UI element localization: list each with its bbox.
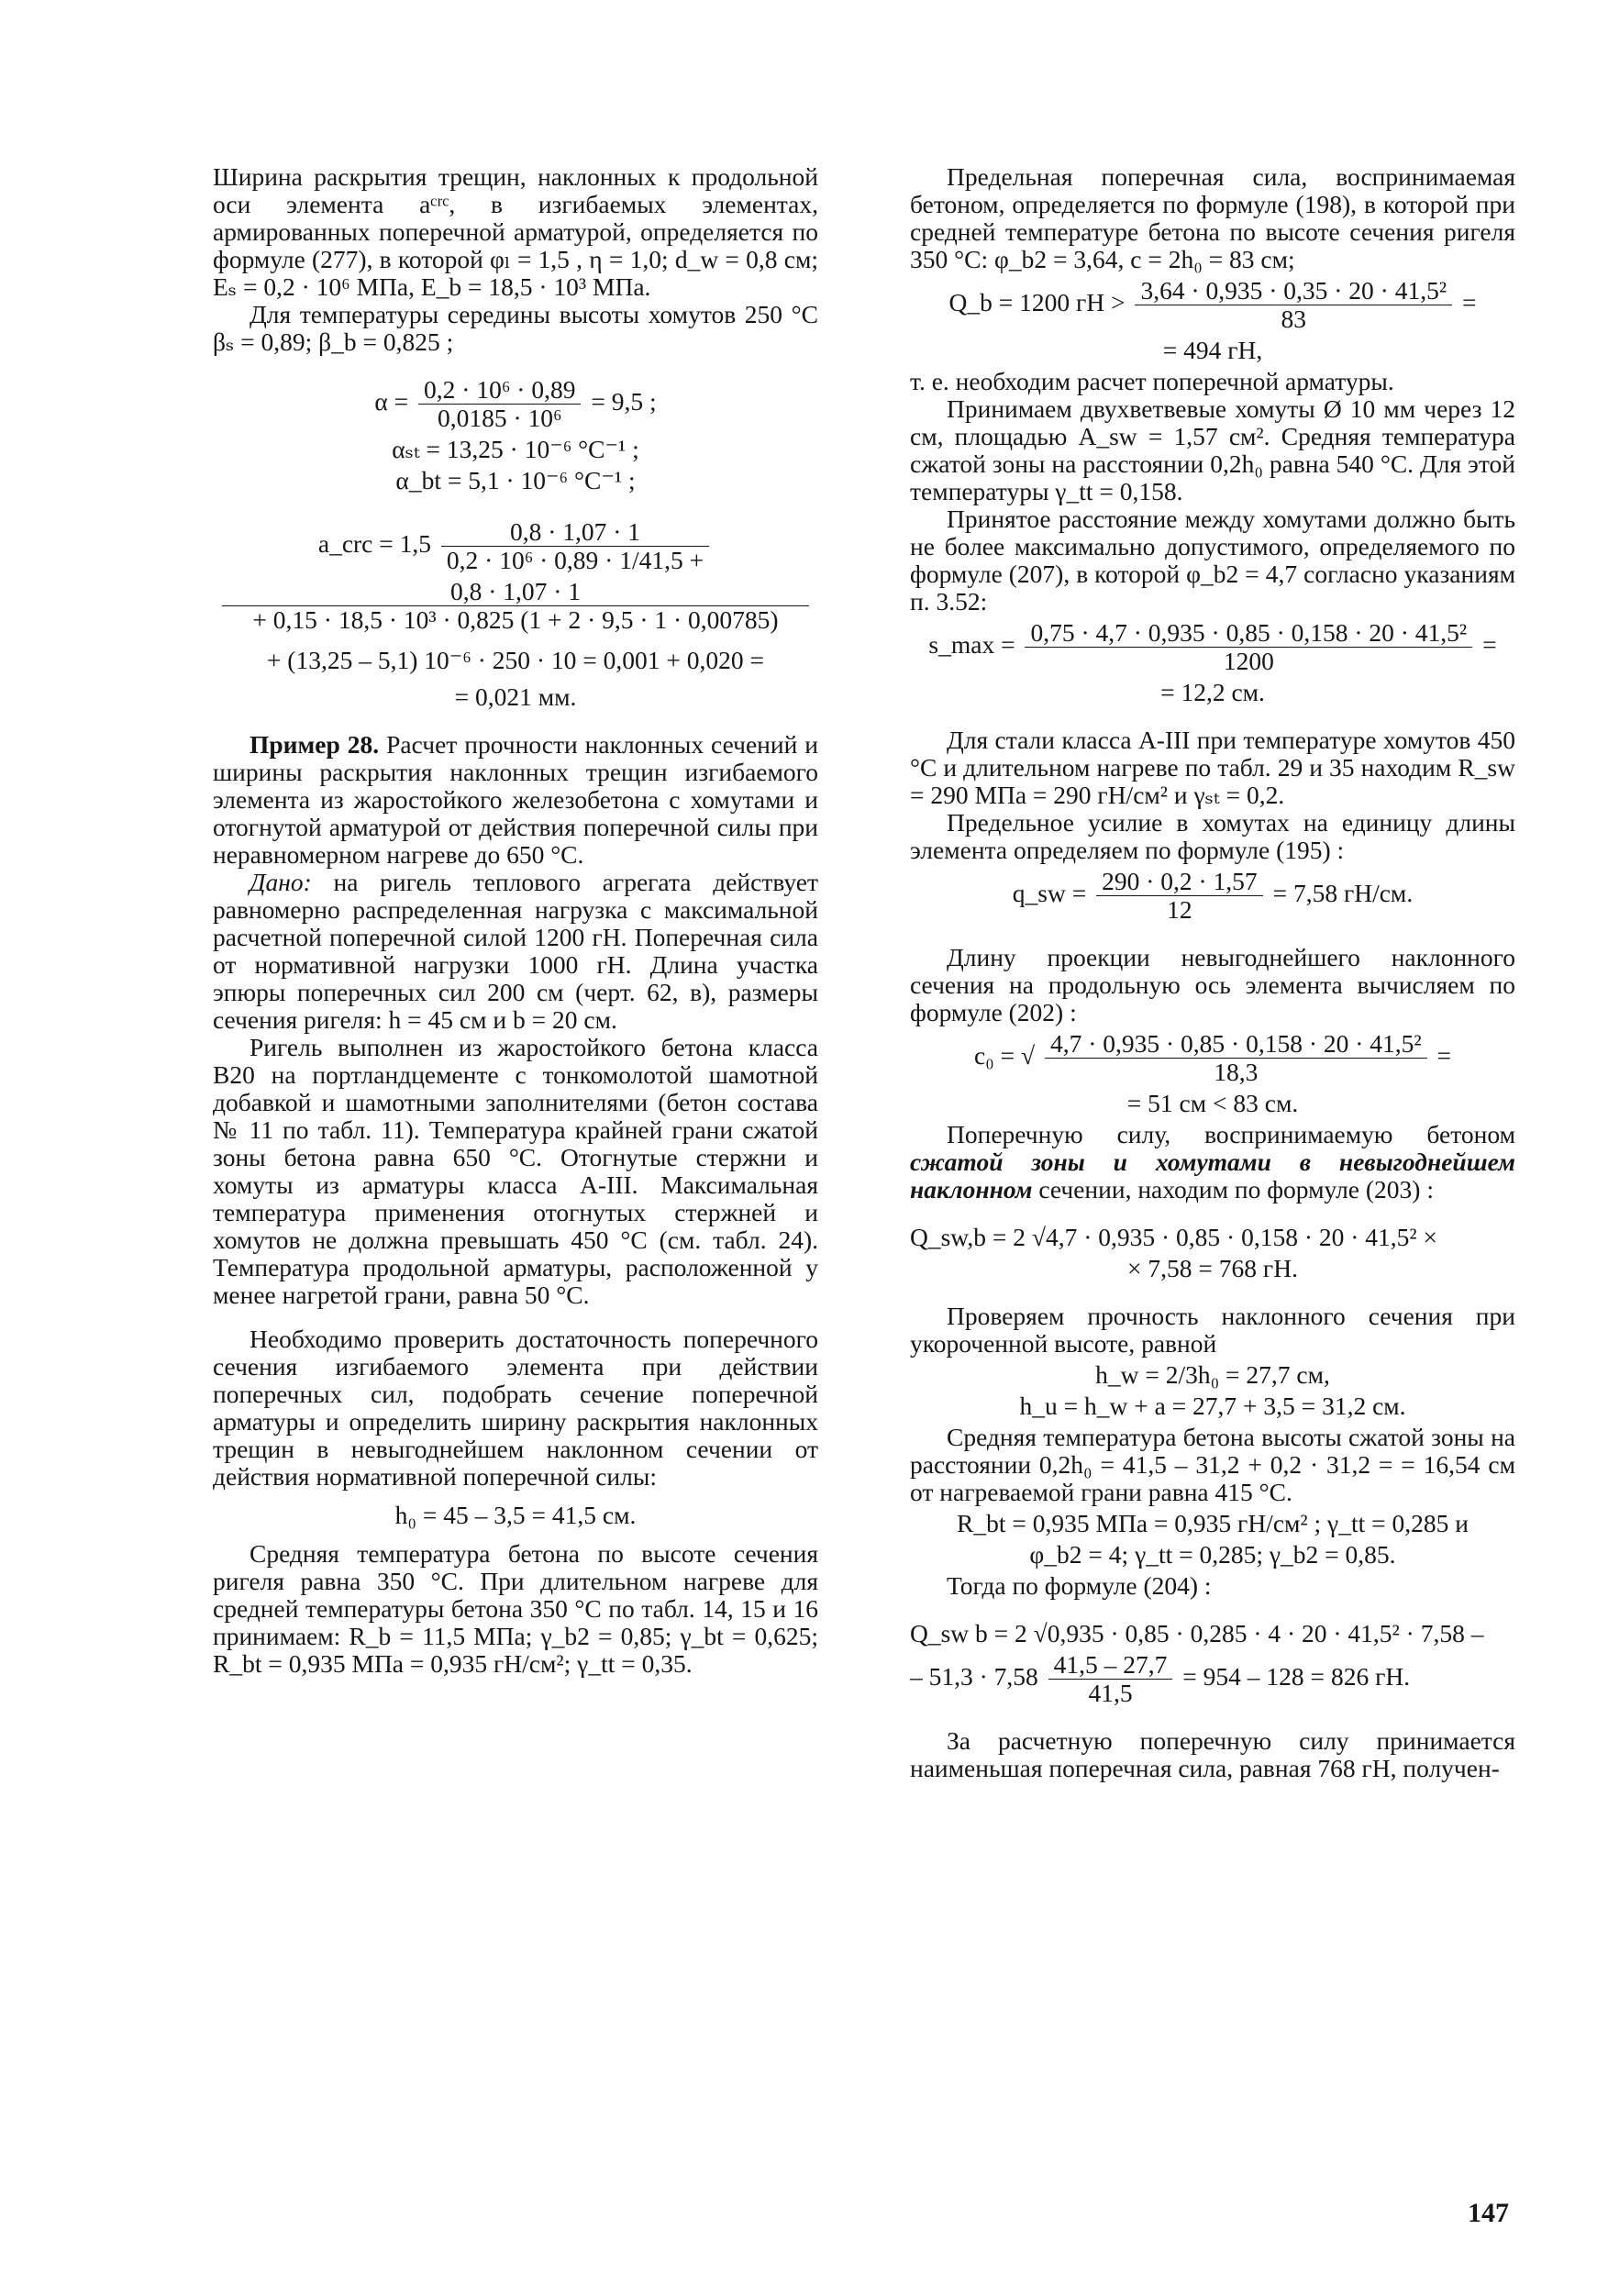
- fraction-denominator: 41,5: [1088, 1679, 1133, 1707]
- given-text: на ригель теплового агрегата действует равномерно распределенная нагрузка с максимальной расчетной поперечной силой 1200 гН. Поперечная сила от нормативной нагрузки 1000 гН. Длина участка эпюры поперечных сил 200 см (черт. 62, в), размеры сечения ригеля: h = 45 см и b = 20 см.: [213, 868, 818, 1034]
- fraction: [418, 376, 581, 432]
- equation-rhs: =: [1482, 629, 1497, 659]
- equation-qsw: [910, 868, 1515, 924]
- fraction-denominator: + 0,15 · 18,5 · 10³ · 0,825 (1 + 2 · 9,5 · 1 · 0,00785): [252, 605, 779, 634]
- equation-smax: [910, 619, 1515, 675]
- paragraph: Для стали класса А-III при температуре хомутов 450 °C и длительном нагреве по табл. 29 и 35 находим R_sw = 290 МПа = 290 гН/см² и γₛₜ = 0,2.: [910, 726, 1515, 809]
- fraction-numerator: 41,5 – 27,7: [1048, 1651, 1173, 1680]
- equation-lhs: α =: [374, 386, 409, 416]
- equation-rhs: = 9,5 ;: [591, 386, 657, 416]
- fraction: [1096, 868, 1263, 924]
- equation-qb: [910, 277, 1515, 333]
- equation-rhs: =: [1461, 287, 1477, 316]
- fraction: [1135, 277, 1452, 333]
- paragraph: За расчетную поперечную силу принимается наименьшая поперечная сила, равная 768 гН, получен-: [910, 1726, 1515, 1782]
- left-column: [213, 163, 818, 1678]
- fraction-denominator: 1200: [1223, 647, 1274, 675]
- equation-hw: h_w = 2/3h₀ = 27,7 см,: [1095, 1360, 1330, 1389]
- paragraph: Проверяем прочность наклонного сечения при укороченной высоте, равной: [910, 1302, 1515, 1358]
- fraction: [1048, 1651, 1173, 1707]
- equation-q204-line2: [910, 1651, 1515, 1707]
- fraction-numerator: 3,64 · 0,935 · 0,35 · 20 · 41,5²: [1135, 277, 1452, 305]
- equation-hu: h_u = h_w + a = 27,7 + 3,5 = 31,2 см.: [1019, 1392, 1406, 1420]
- equation-acrc-tail: + (13,25 – 5,1) 10⁻⁶ · 250 · 10 = 0,001 + 0,020 =: [266, 646, 765, 674]
- equation-smax-result: = 12,2 см.: [1160, 678, 1265, 706]
- equation-rhs: =: [1436, 1040, 1452, 1070]
- paragraph: [910, 1121, 1515, 1203]
- equation-lhs: a_crc = 1,5: [317, 528, 432, 558]
- fraction-numerator: 4,7 · 0,935 · 0,85 · 0,158 · 20 · 41,5²: [1045, 1030, 1427, 1059]
- equation-alpha: [213, 376, 818, 432]
- fraction: [1025, 619, 1472, 675]
- fraction: [1045, 1030, 1427, 1086]
- paragraph: Для температуры середины высоты хомутов 250 °C βₛ = 0,89; β_b = 0,825 ;: [213, 300, 818, 356]
- text-run: Поперечную силу, воспринимаемую бетоном: [947, 1120, 1515, 1148]
- fraction: [441, 518, 709, 574]
- fraction-numerator: 290 · 0,2 · 1,57: [1096, 868, 1263, 896]
- equation-acrc-part2: [213, 578, 818, 634]
- fraction-numerator: 0,75 · 4,7 · 0,935 · 0,85 · 0,158 · 20 · 41,5²: [1025, 619, 1472, 648]
- equation-lhs: c₀ = √: [973, 1040, 1036, 1070]
- example-label: Пример 28.: [250, 730, 380, 759]
- text-run: сечении, находим по формуле (203) :: [1032, 1175, 1434, 1203]
- given-label: Дано:: [250, 868, 312, 896]
- equation-acrc: [213, 518, 818, 574]
- fraction: [222, 578, 809, 634]
- equation-h0: h₀ = 45 – 3,5 = 41,5 см.: [394, 1501, 637, 1529]
- equation-acrc-result: = 0,021 мм.: [454, 682, 577, 711]
- equation-alpha-st: αₛₜ = 13,25 · 10⁻⁶ °C⁻¹ ;: [392, 435, 639, 463]
- equation-q204-line1: Q_sw b = 2 √0,935 · 0,85 · 0,285 · 4 · 20 · 41,5² · 7,58 –: [910, 1619, 1484, 1647]
- paragraph: Ригель выполнен из жаростойкого бетона класса В20 на портландцементе с тонкомолотой шамотной добавкой и шамотными заполнителями (бетон состава № 11 по табл. 11). Температура крайней грани сжатой зоны бетона равна 650 °C. Отогнутые стержни и хомуты из арматуры класса А-III. Максимальная температура применения отогнутых стержней и хомутов не должна превышать 450 °C (см. табл. 24). Температура продольной арматуры, расположенной у менее нагретой грани, равна 50 °C.: [213, 1033, 818, 1309]
- equation-term: = 954 – 128 = 826 гН.: [1182, 1661, 1411, 1691]
- equation-lhs: Q_b = 1200 гН >: [948, 287, 1126, 316]
- equation-lhs: s_max =: [928, 629, 1015, 659]
- fraction-numerator: 0,2 · 10⁶ · 0,89: [418, 376, 581, 405]
- equation-phi: φ_b2 = 4; γ_tt = 0,285; γ_b2 = 0,85.: [1029, 1540, 1396, 1569]
- equation-lhs: q_sw =: [1012, 878, 1087, 907]
- equation-qswb-line1: Q_sw,b = 2 √4,7 · 0,935 · 0,85 · 0,158 · 20 · 41,5² ×: [910, 1223, 1438, 1251]
- equation-c0: [910, 1030, 1515, 1086]
- equation-alpha-bt: α_bt = 5,1 · 10⁻⁶ °C⁻¹ ;: [395, 466, 636, 494]
- equation-term: – 51,3 · 7,58: [910, 1661, 1038, 1691]
- paragraph: Ширина раскрытия трещин, наклонных к продольной оси элемента aᶜʳᶜ, в изгибаемых элементах, армированных поперечной арматурой, определяется по формуле (277), в которой φₗ = 1,5 , η = 1,0; d_w = 0,8 см; Eₛ = 0,2 · 10⁶ МПа, E_b = 18,5 · 10³ МПа.: [213, 162, 818, 301]
- fraction-denominator: 12: [1167, 895, 1192, 924]
- text-run-italic: сжатой зоны и хомутами в невыгоднейшем наклонном: [910, 1148, 1515, 1203]
- paragraph: Средняя температура бетона по высоте сечения ригеля равна 350 °C. При длительном нагреве для средней температуры бетона 350 °C по табл. 14, 15 и 16 принимаем: R_b = 11,5 МПа; γ_b2 = 0,85; γ_bt = 0,625; R_bt = 0,935 МПа = 0,935 гН/см²; γ_tt = 0,35.: [213, 1539, 818, 1678]
- given-paragraph: [213, 869, 818, 1034]
- paragraph: Предельная поперечная сила, воспринимаемая бетоном, определяется по формуле (198), в которой при средней температуре бетона по высоте сечения ригеля 350 °C: φ_b2 = 3,64, c = 2h₀ = 83 см;: [910, 162, 1515, 273]
- fraction-numerator: 0,8 · 1,07 · 1: [441, 518, 709, 547]
- right-column: [910, 163, 1515, 1782]
- equation-rbt: R_bt = 0,935 МПа = 0,935 гН/см² ; γ_tt = 0,285 и: [957, 1509, 1469, 1537]
- fraction-denominator: 0,0185 · 10⁶: [437, 404, 562, 432]
- equation-qswb-line2: × 7,58 = 768 гН.: [1127, 1254, 1298, 1282]
- equation-rhs: = 7,58 гН/см.: [1272, 878, 1414, 907]
- example-text: Расчет прочности наклонных сечений и ширины раскрытия наклонных трещин изгибаемого элемента из жаростойкого железобетона с хомутами и отогнутой арматурой от действия поперечной силы при неравномерном нагреве до 650 °C.: [213, 730, 818, 869]
- fraction-denominator: 83: [1281, 305, 1306, 333]
- page-number: 147: [1468, 2198, 1509, 2228]
- fraction-denominator: 18,3: [1214, 1058, 1259, 1086]
- example-paragraph: [213, 731, 818, 869]
- equation-c0-result: = 51 см < 83 см.: [1126, 1089, 1299, 1117]
- paragraph: Тогда по формуле (204) :: [947, 1571, 1212, 1600]
- fraction-denominator: 0,2 · 10⁶ · 0,89 · 1/41,5 +: [446, 546, 704, 574]
- fraction-numerator: 0,8 · 1,07 · 1: [222, 578, 809, 606]
- paragraph: Средняя температура бетона высоты сжатой зоны на расстоянии 0,2h₀ = 41,5 – 31,2 + 0,2 · 31,2 = = 16,54 см от нагреваемой грани равна 415 °C.: [910, 1423, 1515, 1506]
- paragraph: Принимаем двухветвевые хомуты Ø 10 мм через 12 см, площадью A_sw = 1,57 см². Средняя температура сжатой зоны на расстоянии 0,2h₀ равна 540 °C. Для этой температуры γ_tt = 0,158.: [910, 394, 1515, 505]
- paragraph: Принятое расстояние между хомутами должно быть не более максимально допустимого, определяемого по формуле (207), в которой φ_b2 = 4,7 согласно указаниям п. 3.52:: [910, 505, 1515, 616]
- paragraph: Необходимо проверить достаточность поперечного сечения изгибаемого элемента при действии поперечных сил, подобрать сечение поперечной арматуры и определить ширину раскрытия наклонных трещин в невыгоднейшем наклонном сечении от действия нормативной поперечной силы:: [213, 1325, 818, 1491]
- paragraph: Длину проекции невыгоднейшего наклонного сечения на продольную ось элемента вычисляем по формуле (202) :: [910, 943, 1515, 1026]
- equation-qb-result: = 494 гН,: [1162, 336, 1263, 364]
- paragraph: т. е. необходим расчет поперечной арматуры.: [910, 367, 1394, 395]
- paragraph: Предельное усилие в хомутах на единицу длины элемента определяем по формуле (195) :: [910, 808, 1515, 864]
